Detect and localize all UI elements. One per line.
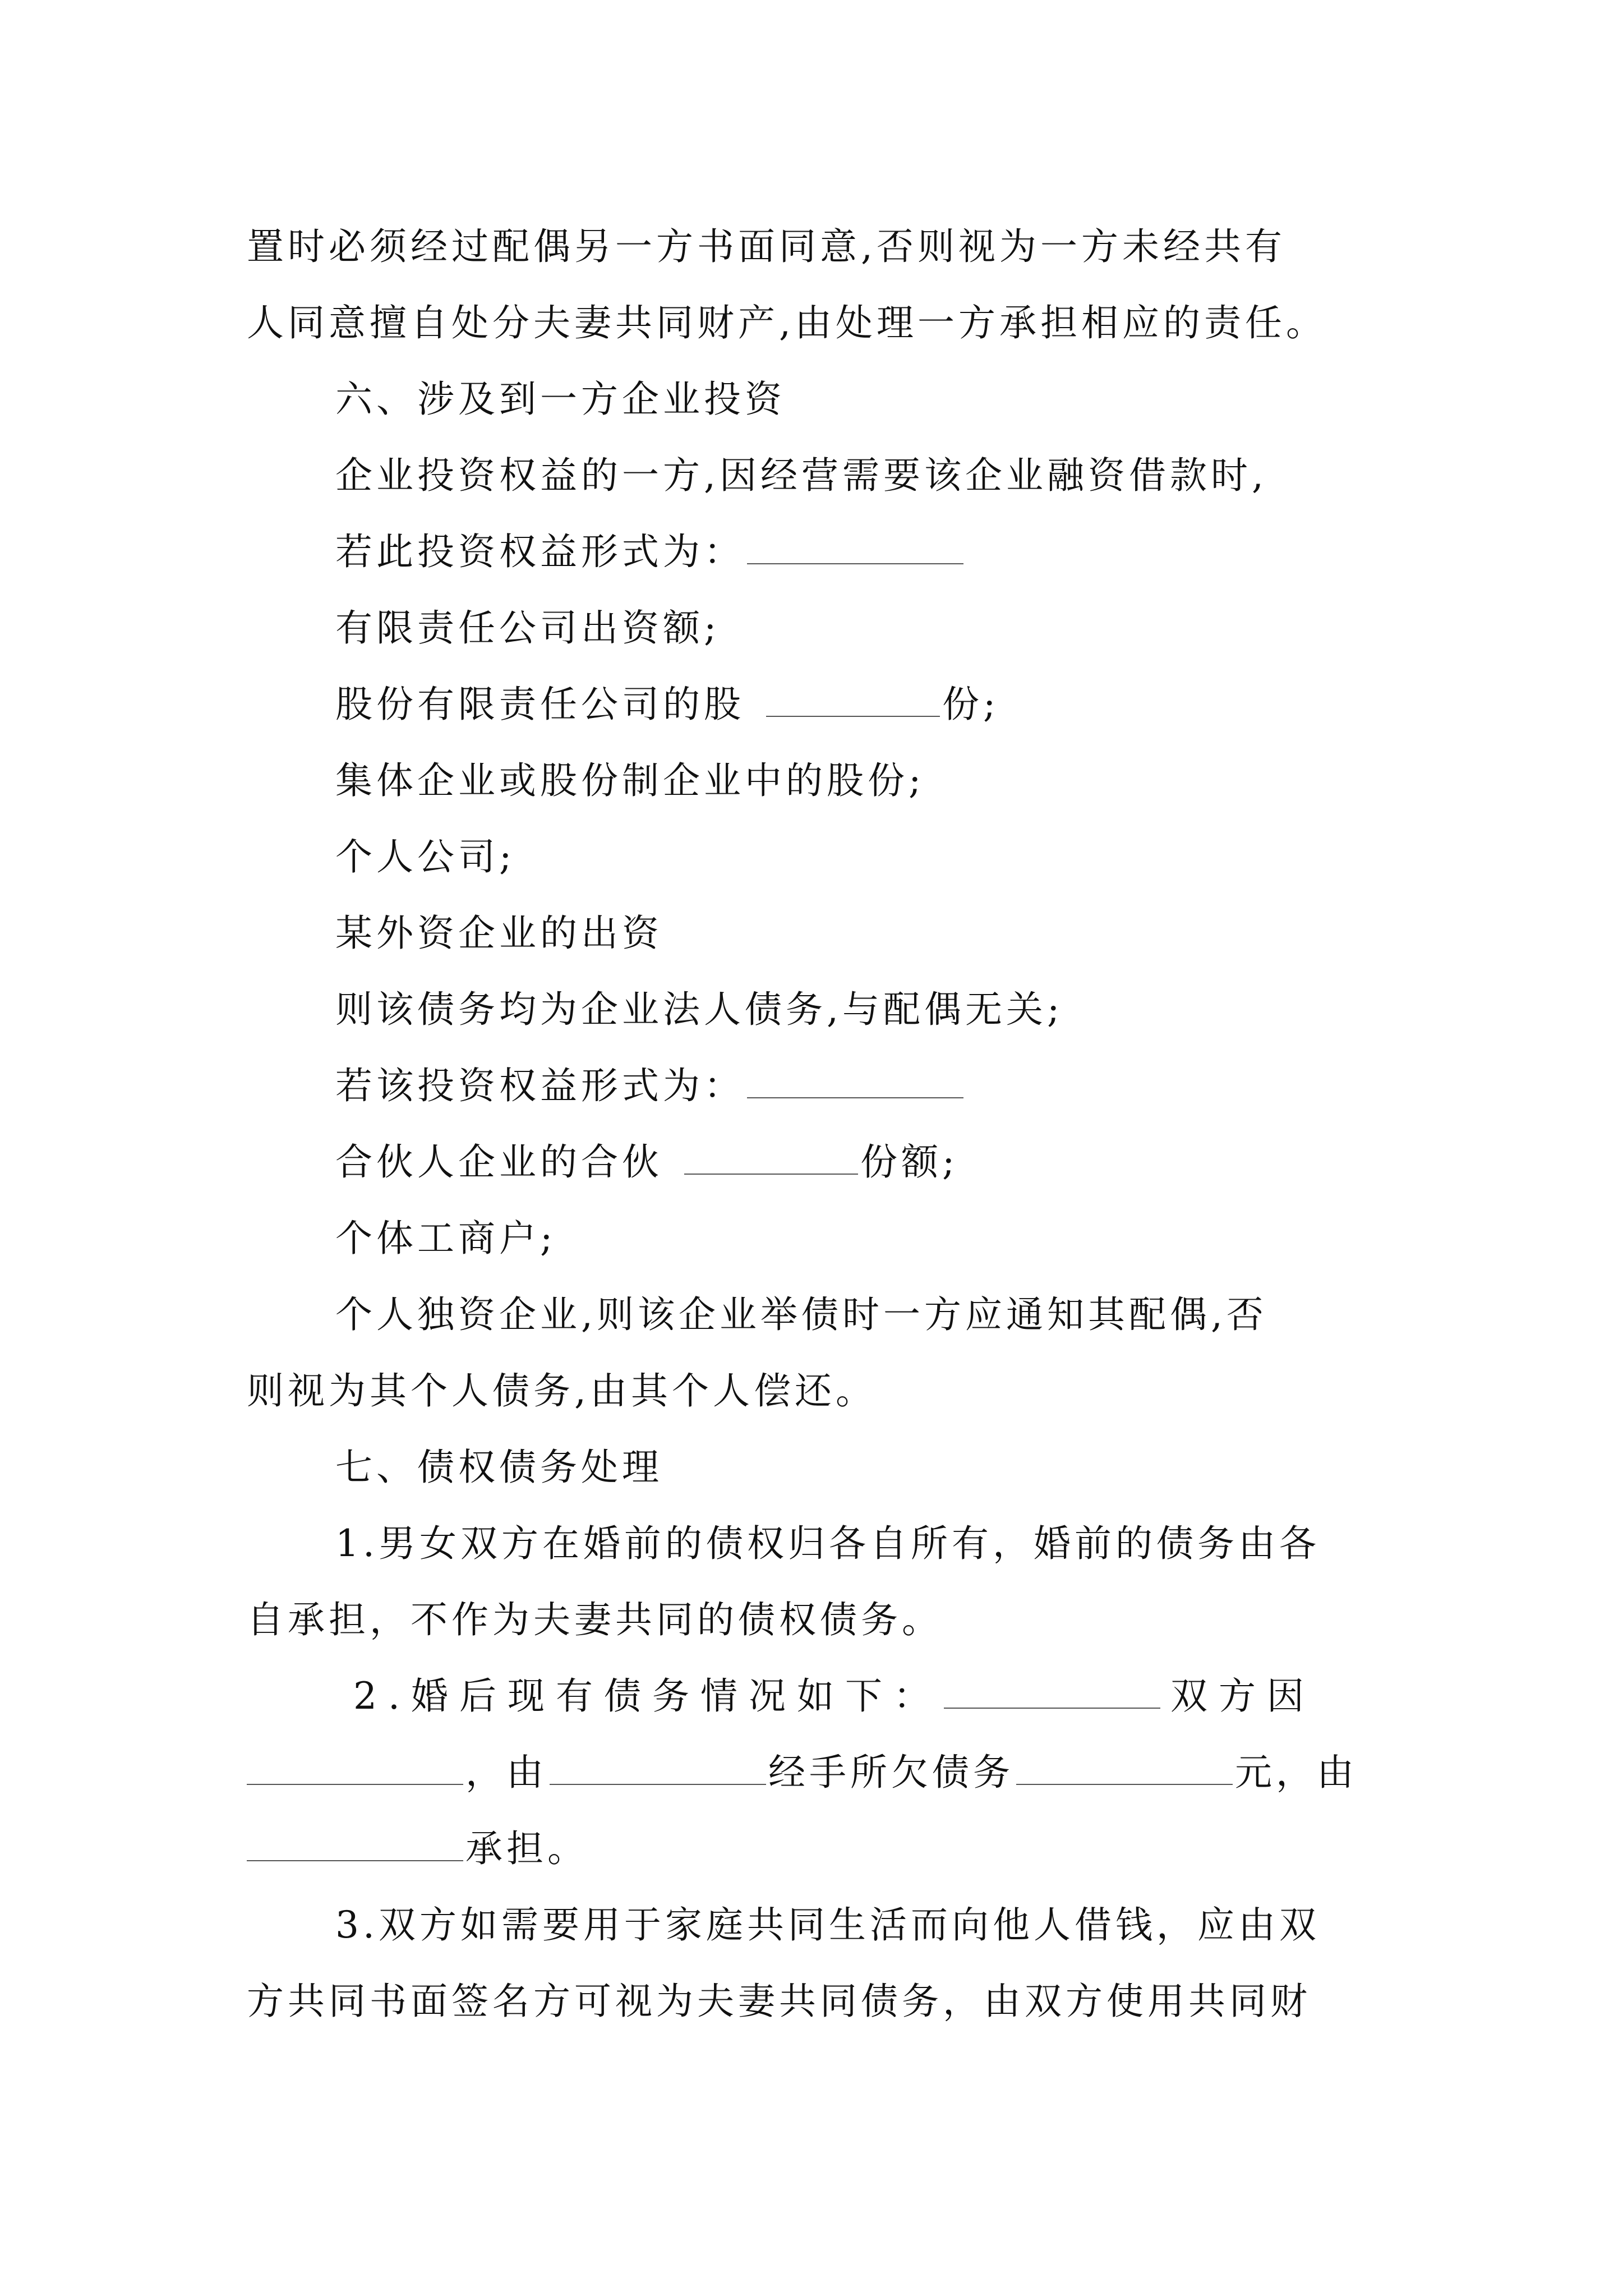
fill-blank	[747, 532, 963, 564]
form-label: 若该投资权益形式为：	[335, 1064, 745, 1107]
section-heading: 六、涉及到一方企业投资	[335, 378, 786, 421]
fill-blank	[550, 1752, 766, 1785]
list-item: 有限责任公司出资额;	[335, 606, 721, 650]
form-text: 双方因	[1170, 1674, 1315, 1718]
fill-blank	[1016, 1752, 1233, 1785]
form-text: 承担。	[465, 1827, 588, 1870]
list-item: 集体企业或股份制企业中的股份;	[335, 759, 925, 802]
fill-blank	[766, 684, 940, 717]
paragraph-line: 则视为其个人债务,由其个人偿还。	[247, 1369, 877, 1412]
paragraph-line: 置时必须经过配偶另一方书面同意,否则视为一方未经共有	[247, 225, 1286, 268]
fill-blank	[747, 1066, 963, 1098]
form-label: 股份有限责任公司的股	[335, 683, 745, 726]
list-item: 某外资企业的出资	[335, 912, 663, 955]
form-label: 合伙人企业的合伙	[335, 1140, 663, 1184]
paragraph-line: 3.双方如需要用于家庭共同生活而向他人借钱，应由双	[335, 1903, 1320, 1947]
form-line	[353, 1674, 1315, 1719]
form-line	[247, 1826, 588, 1871]
paragraph-line: 方共同书面签名方可视为夫妻共同债务，由双方使用共同财	[247, 1980, 1311, 2023]
paragraph-line: 个人独资企业,则该企业举债时一方应通知其配偶,否	[335, 1293, 1267, 1336]
fill-blank	[684, 1142, 858, 1175]
form-label: 若此投资权益形式为：	[335, 530, 745, 573]
form-line	[247, 1750, 1358, 1795]
section-heading: 七、债权债务处理	[335, 1446, 663, 1489]
form-suffix: 份额;	[860, 1140, 959, 1184]
form-text: 经手所欠债务	[768, 1751, 1014, 1794]
form-line	[335, 1140, 958, 1185]
form-label: 2.婚后现有债务情况如下：	[353, 1674, 942, 1718]
paragraph-line: 则该债务均为企业法人债务,与配偶无关;	[335, 988, 1064, 1031]
form-suffix: 份;	[942, 683, 1000, 726]
paragraph-line: 企业投资权益的一方,因经营需要该企业融资借款时,	[335, 454, 1267, 497]
fill-blank	[247, 1752, 463, 1785]
form-text: 元，由	[1235, 1751, 1358, 1794]
list-item: 个体工商户;	[335, 1217, 557, 1260]
form-line	[335, 530, 966, 574]
paragraph-line: 人同意擅自处分夫妻共同财产,由处理一方承担相应的责任。	[247, 301, 1327, 344]
fill-blank	[944, 1676, 1160, 1709]
form-line	[335, 682, 999, 727]
paragraph-line: 1.男女双方在婚前的债权归各自所有，婚前的债务由各	[335, 1522, 1320, 1565]
form-text: ，由	[465, 1751, 547, 1794]
form-line	[335, 1064, 966, 1108]
paragraph-line: 自承担，不作为夫妻共同的债权债务。	[247, 1598, 943, 1641]
list-item: 个人公司;	[335, 835, 516, 878]
fill-blank	[247, 1829, 463, 1861]
